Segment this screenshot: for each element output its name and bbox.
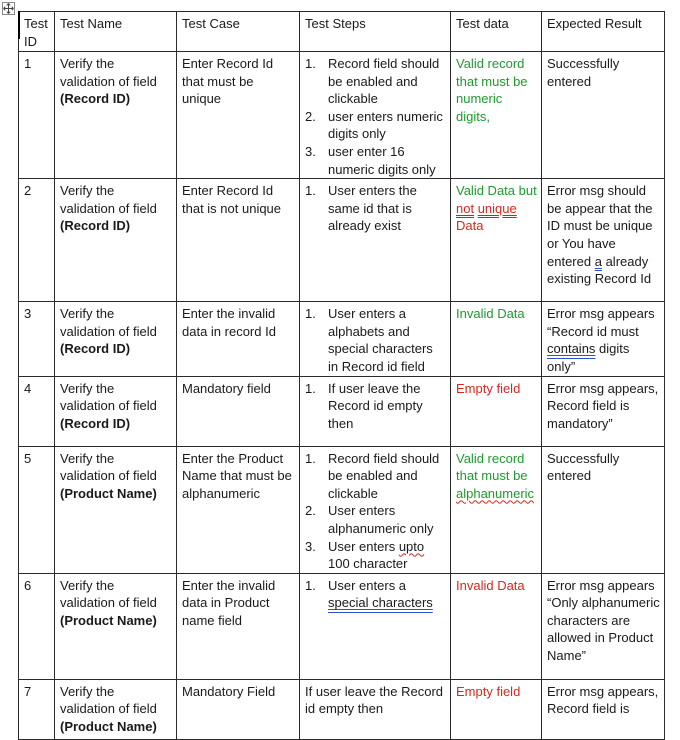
cell-id: 5 [19, 446, 55, 573]
test-name-field: (Record ID) [60, 91, 131, 107]
data-text: Valid Data but [456, 183, 537, 199]
test-name-field: (Product Name) [60, 612, 157, 628]
expected-text-contains: contains [547, 341, 596, 357]
step-text: user enter 16 numeric digits only [328, 143, 436, 177]
expected-text: Error msg should be appear that the ID must be unique or You have entered [547, 183, 653, 269]
test-name-text: Verify the validation of field [60, 306, 157, 339]
header-test-name: Test Name [55, 12, 177, 52]
cell-test-steps [300, 446, 451, 573]
cell-test-case: Enter Record Id that must be unique [177, 52, 300, 179]
cell-test-steps [300, 52, 451, 179]
cell-expected-result: Successfully entered [542, 446, 665, 573]
cell-test-case: Mandatory field [177, 376, 300, 446]
cell-id: 6 [19, 573, 55, 679]
step-text-end: 100 character [328, 556, 408, 572]
cell-test-case: Enter the invalid data in record Id [177, 302, 300, 376]
step-text: User enters a alphabets and special characters in Record id field [328, 306, 433, 374]
cell-test-case: Mandatory Field [177, 679, 300, 739]
cell-test-case: Enter the invalid data in Product name field [177, 573, 300, 679]
cell-test-data: Empty field [451, 679, 542, 739]
test-case-table-wrapper [18, 11, 664, 734]
test-name-field: (Record ID) [60, 415, 131, 431]
step-text: user enters numeric digits only [328, 108, 443, 142]
cell-test-case: Enter the Product Name that must be alphanumeric [177, 446, 300, 573]
cell-test-steps [300, 573, 451, 679]
step-item: 1. User enters the same id that is already exist [305, 183, 417, 234]
expected-text-a: a [594, 253, 602, 269]
header-test-steps: Test Steps [300, 12, 451, 52]
header-expected-result: Expected Result [542, 12, 665, 52]
step-text: User enters [328, 538, 396, 554]
test-name-field: (Record ID) [60, 218, 131, 234]
step-text: If user leave the Record id empty then [328, 380, 423, 431]
data-text-unique: unique [477, 200, 517, 216]
cell-id: 7 [19, 679, 55, 739]
test-name-field: (Product Name) [60, 718, 157, 734]
test-name-text: Verify the validation of field [60, 183, 157, 216]
cell-id: 3 [19, 302, 55, 376]
table-row [19, 302, 665, 376]
table-move-handle-icon[interactable] [2, 2, 15, 15]
step-item: 2. User enters alphanumeric only [305, 503, 434, 536]
step-item: 1. User enters a alphabets and special characters in Record id field [305, 306, 433, 374]
cell-test-steps [300, 302, 451, 376]
data-text-not: not [456, 200, 475, 216]
test-name-text: Verify the validation of field [60, 683, 157, 717]
cell-test-name [55, 179, 177, 302]
cell-expected-result [542, 302, 665, 376]
step-item: 1. Record field should be enabled and clickable [305, 450, 440, 501]
header-test-case: Test Case [177, 12, 300, 52]
table-row [19, 52, 665, 179]
cell-test-data: Valid record that must be numeric digits, [451, 52, 542, 179]
cell-expected-result: Error msg appears, Record field is mandatory” [542, 376, 665, 446]
step-item: 1. If user leave the Record id empty then [305, 380, 423, 431]
cell-expected-result: Successfully entered [542, 52, 665, 179]
data-text: Valid record that must be [456, 450, 528, 484]
test-name-field: (Product Name) [60, 485, 157, 501]
step-item: 3. user enter 16 numeric digits only [305, 143, 436, 177]
header-test-id: Test ID [19, 12, 55, 52]
test-name-text: Verify the validation of field [60, 56, 157, 89]
header-test-data: Test data [451, 12, 542, 52]
cell-test-steps: If user leave the Record id empty then [300, 679, 451, 739]
table-row [19, 376, 665, 446]
data-text-alphanumeric: alphanumeric [456, 485, 535, 501]
table-row [19, 446, 665, 573]
test-name-field: (Record ID) [60, 341, 131, 357]
cell-test-data: Empty field [451, 376, 542, 446]
test-case-table [18, 11, 665, 740]
step-text: Record field should be enabled and clickable [328, 450, 440, 501]
cursor-caret [18, 11, 20, 39]
cell-id: 4 [19, 376, 55, 446]
cell-test-name [55, 446, 177, 573]
cell-test-data: Invalid Data [451, 573, 542, 679]
test-name-text: Verify the validation of field [60, 380, 157, 414]
data-text-data: Data [456, 218, 484, 234]
step-text-special: special characters [328, 595, 433, 611]
expected-text-end: digits only” [547, 341, 630, 374]
header-row [19, 12, 665, 52]
expected-text-end: already existing Record Id [547, 253, 652, 287]
cell-test-name [55, 302, 177, 376]
step-item: 1. Record field should be enabled and clickable [305, 56, 440, 107]
table-row [19, 573, 665, 679]
cell-test-name [55, 376, 177, 446]
table-row [19, 679, 665, 739]
expected-text: Error msg appears “Record id must [547, 306, 655, 339]
cell-test-name [55, 52, 177, 179]
cell-expected-result: Error msg appears, Record field is [542, 679, 665, 739]
cell-test-data: Invalid Data [451, 302, 542, 376]
step-text: User enters the same id that is already exist [328, 183, 417, 234]
cell-test-data [451, 446, 542, 573]
cell-test-name [55, 679, 177, 739]
cell-id: 1 [19, 52, 55, 179]
step-item: 2. user enters numeric digits only [305, 108, 443, 142]
step-item: 3. User enters upto 100 character [305, 538, 425, 572]
step-item: 1. User enters a special characters [305, 577, 433, 611]
step-text: User enters alphanumeric only [328, 503, 434, 536]
step-text-upto: upto [398, 538, 425, 554]
cell-expected-result [542, 179, 665, 302]
step-text: User enters a [328, 577, 407, 593]
cell-expected-result: Error msg appears “Only alphanumeric characters are allowed in Product Name” [542, 573, 665, 679]
cell-test-data [451, 179, 542, 302]
test-name-text: Verify the validation of field [60, 450, 157, 484]
table-row [19, 179, 665, 302]
cell-id: 2 [19, 179, 55, 302]
cell-test-case: Enter Record Id that is not unique [177, 179, 300, 302]
cell-test-steps [300, 376, 451, 446]
test-name-text: Verify the validation of field [60, 577, 157, 611]
cell-test-steps [300, 179, 451, 302]
step-text: Record field should be enabled and clickable [328, 56, 440, 107]
cell-test-name [55, 573, 177, 679]
